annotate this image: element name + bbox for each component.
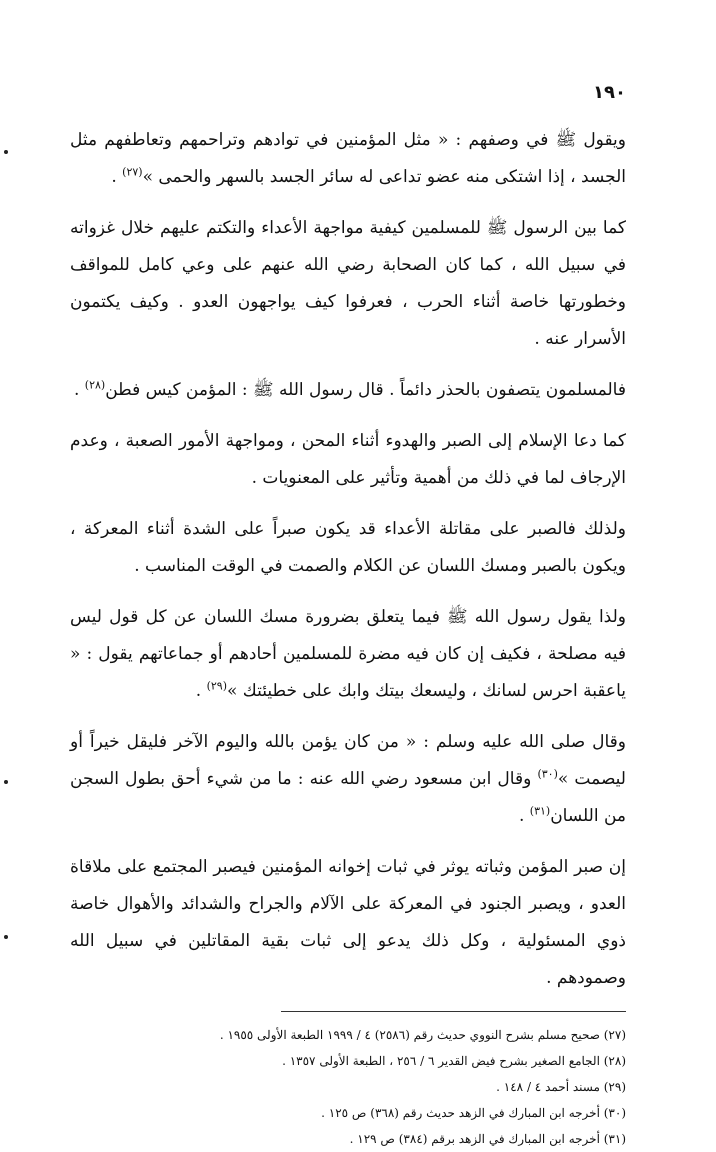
footnote-ref: (٢٩): [206, 679, 227, 693]
paragraph-3: [70, 372, 626, 409]
paragraph-1: [70, 122, 626, 196]
footnote-29: (٢٩) مسند أحمد ٤ / ١٤٨ .: [496, 1080, 626, 1094]
footnote-30: (٣٠) أخرجه ابن المبارك في الزهد حديث رقم (٣٦٨) ص ١٢٥ .: [321, 1106, 626, 1120]
paragraph-2: [70, 210, 626, 358]
footnote-28: (٢٨) الجامع الصغير بشرح فيض القدير ٦ / ٢٥٦ ، الطبعة الأولى ١٣٥٧ .: [282, 1054, 626, 1068]
paragraph-text: ولذلك فالصبر على مقاتلة الأعداء قد يكون صبراً على الشدة أثناء المعركة ، ويكون بالصبر ومسك اللسان عن الكلام والصمت في الوقت المناسب .: [70, 519, 626, 576]
body-text: [70, 122, 626, 997]
paragraph-text: ولذا يقول رسول الله ﷺ فيما يتعلق بضرورة مسك اللسان عن كل قول ليس فيه مصلحة ، فكيف إن كان فيه مضرة للمسلمين أحادهم أو جماعاتهم يقول : « ياعقبة احرس لسانك ، وليسعك بيتك وابك على خطيئتك »: [70, 607, 626, 701]
margin-mark-middle: [4, 780, 8, 784]
document-page: [70, 78, 626, 1152]
page-number: ١٩٠: [593, 82, 626, 103]
footnote-ref: (٣١): [529, 804, 551, 818]
footnote-ref: (٢٨): [84, 378, 106, 392]
paragraph-text: إن صبر المؤمن وثباته يوثر في ثبات إخوانه المؤمنين فيصبر المجتمع على ملاقاة العدو ، ويصبر الجنود في المعركة على الآلام والجراح والشدائد والأهوال خاصة ذوي المسئولية ، وكل ذلك يدعو إلى ثبات بقية المقاتلين في سبيل الله وصمودهم .: [70, 857, 626, 988]
footnote-ref: (٢٧): [122, 165, 143, 179]
paragraph-tail: .: [73, 380, 85, 400]
paragraph-4: [70, 423, 626, 497]
paragraph-text: ويقول ﷺ في وصفهم : « مثل المؤمنين في توادهم وتراحمهم وتعاطفهم مثل الجسد ، إذا اشتكى منه عضو تداعى له سائر الجسد بالسهر والحمى »: [70, 130, 626, 187]
footnote-divider: [281, 1011, 626, 1012]
paragraph-tail: .: [518, 806, 530, 826]
paragraph-text: وقال صلى الله عليه وسلم : « من كان يؤمن بالله واليوم الآخر فليقل خيراً أو ليصمت »: [70, 732, 626, 789]
paragraph-text: كما بين الرسول ﷺ للمسلمين كيفية مواجهة الأعداء والتكتم عليهم خلال غزواته في سبيل الله ، كما كان الصحابة رضي الله عنهم على وعي كامل للمواقف وخطورتها خاصة أثناء الحرب ، فعرفوا كيف يواجهون العدو . وكيف يكتمون الأسرار عنه .: [70, 218, 626, 349]
paragraph-5: [70, 511, 626, 585]
paragraph-text: فالمسلمون يتصفون بالحذر دائماً . قال رسول الله ﷺ : المؤمن كيس فطن: [105, 380, 626, 400]
paragraph-text: كما دعا الإسلام إلى الصبر والهدوء أثناء المحن ، ومواجهة الأمور الصعبة ، وعدم الإرجاف لما في ذلك من أهمية وتأثير على المعنويات .: [70, 431, 626, 488]
footnote-27: (٢٧) صحيح مسلم بشرح النووي حديث رقم (٢٥٨٦) ٤ / ١٩٩٩ الطبعة الأولى ١٩٥٥ .: [219, 1028, 626, 1042]
footnote-31: (٣١) أخرجه ابن المبارك في الزهد برقم (٣٨٤) ص ١٢٩ .: [349, 1132, 626, 1146]
margin-mark-top: [4, 150, 8, 154]
footnotes: [70, 1022, 626, 1152]
paragraph-tail: .: [195, 681, 207, 701]
paragraph-tail: وقال ابن مسعود رضي الله عنه : ما من شيء أحق بطول السجن من اللسان: [70, 769, 626, 826]
paragraph-6: [70, 599, 626, 710]
footnote-ref: (٣٠): [537, 767, 558, 781]
paragraph-tail: .: [111, 167, 123, 187]
margin-mark-bottom: [4, 935, 8, 939]
paragraph-7: [70, 724, 626, 835]
paragraph-8: [70, 849, 626, 997]
